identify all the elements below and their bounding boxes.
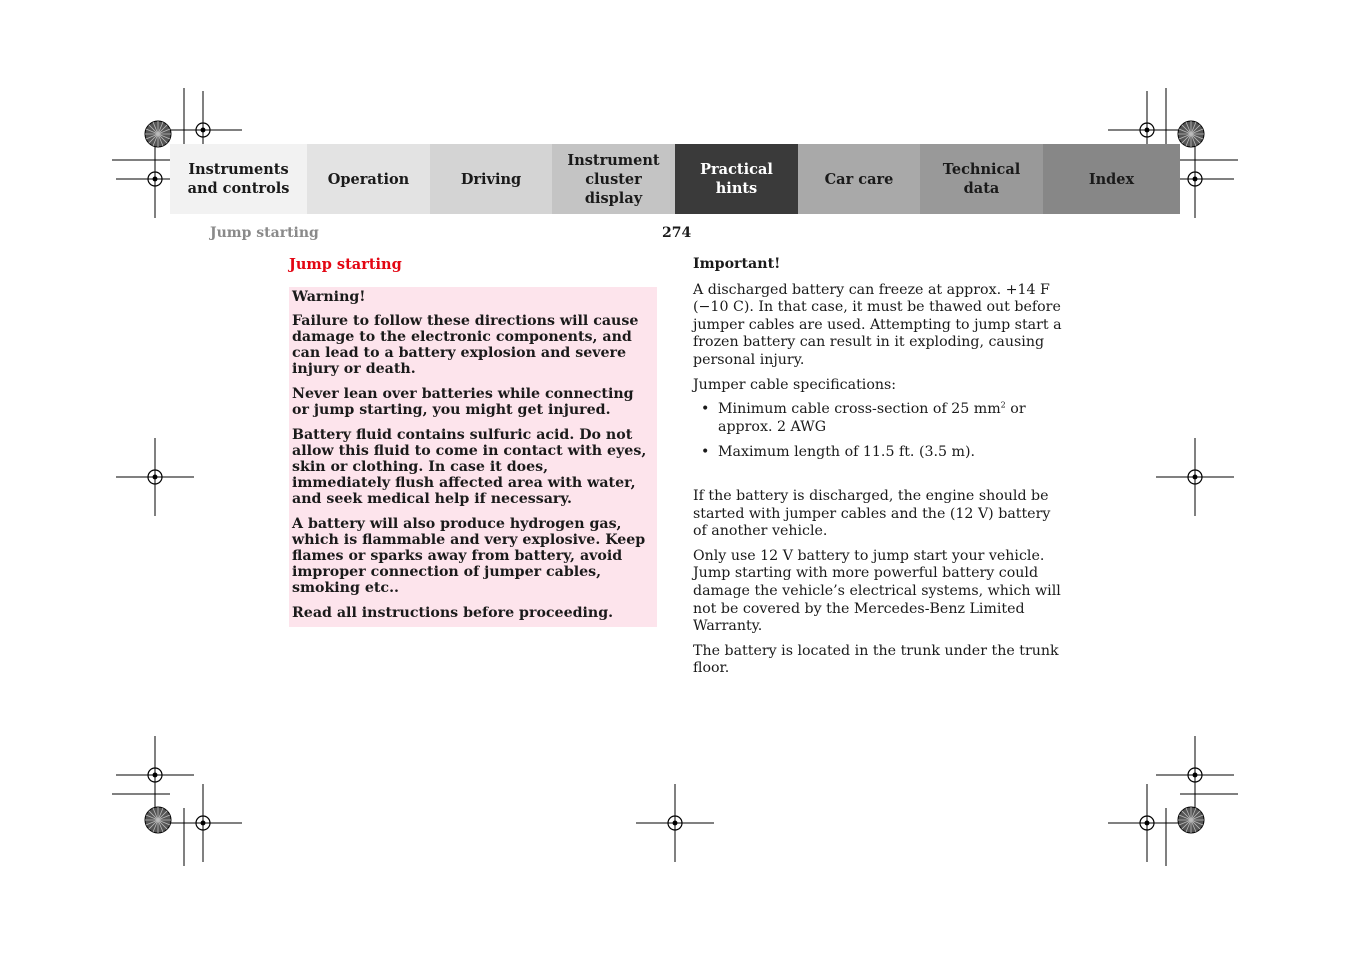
spec-intro: Jumper cable specifications: [693,376,897,393]
page-number: 274 [662,225,692,241]
warning-paragraph: A battery will also produce hydrogen gas, which is flammable and very explosive. Keep flames or sparks away from battery, avoid improper connection of jumper cables, smoking etc.. [292,516,646,596]
tab-car-care[interactable]: Car care [798,144,920,214]
list-item-text: Minimum cable cross-section of 25 mm [718,401,1001,418]
warning-heading: Warning! [292,289,366,305]
warning-box [289,287,657,627]
list-item-text: Maximum length of 11.5 ft. (3.5 m). [718,444,976,461]
left-column [289,256,657,627]
important-text: A discharged battery can freeze at approx. +14 F (−10 C). In that case, it must be thawed out before jumper cables are used. Attempting to jump start a frozen battery can result in it exploding, causing personal injury. [693,281,1062,368]
tab-index[interactable]: Index [1043,144,1180,214]
running-header: Jump starting [210,225,319,241]
spec-list [693,401,1068,462]
tab-practical-hints[interactable]: Practical hints [675,144,798,214]
body-paragraph: The battery is located in the trunk under the trunk floor. [693,642,1059,677]
tab-instruments-and-controls[interactable]: Instruments and controls [170,144,307,214]
important-heading: Important! [693,256,781,272]
chapter-nav [170,144,1180,214]
list-item [693,444,1068,462]
list-item [693,401,1068,436]
tab-technical-data[interactable]: Technical data [920,144,1043,214]
right-column [693,256,1068,685]
section-title: Jump starting [289,256,402,273]
warning-paragraph: Never lean over batteries while connecting or jump starting, you might get injured. [292,386,634,418]
warning-paragraph: Failure to follow these directions will cause damage to the electronic components, and can lead to a battery explosion and severe injury or death. [292,313,639,377]
bullet-icon: • [701,401,710,418]
superscript: 2 [1000,400,1006,410]
tab-instrument-cluster-display[interactable]: Instrument cluster display [552,144,675,214]
warning-paragraph: Read all instructions before proceeding. [292,605,614,621]
tab-driving[interactable]: Driving [430,144,552,214]
warning-paragraph: Battery fluid contains sulfuric acid. Do not allow this fluid to come in contact with eyes, skin or clothing. In case it does, immediately flush affected area with water, and seek medical help if necessary. [292,427,647,507]
tab-operation[interactable]: Operation [307,144,430,214]
body-paragraph: Only use 12 V battery to jump start your vehicle. Jump starting with more powerful battery could damage the vehicle’s electrical systems, which will not be covered by the Mercedes-Benz Limited Warranty. [693,547,1061,635]
bullet-icon: • [701,444,710,461]
list-item-text: or approx. 2 AWG [718,401,1026,435]
body-paragraph: If the battery is discharged, the engine should be started with jumper cables and the (12 V) battery of another vehicle. [693,487,1051,540]
